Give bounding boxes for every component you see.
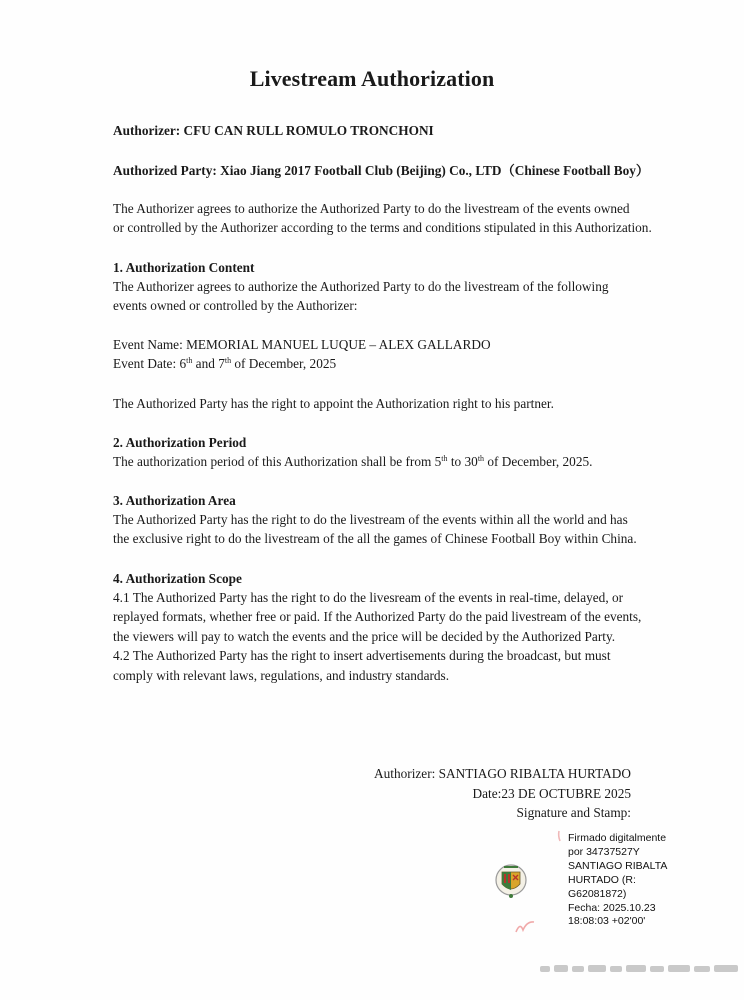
event-date-sup-1: th [186, 356, 193, 365]
section2-heading: 2. Authorization Period [113, 435, 247, 450]
section2-body [113, 452, 638, 472]
section4-line-2: replayed formats, whether free or paid. If the Authorized Party do the paid livestream of the events, [113, 609, 642, 624]
section3-body-line-2: the exclusive right to do the livestream of the all the games of Chinese Football Boy within China. [113, 531, 637, 546]
digital-signature-line: 18:08:03 +02'00' [568, 915, 646, 928]
event-date-prefix: Event Date: 6 [113, 356, 187, 371]
period-sup-2: th [477, 454, 485, 463]
signature-authorizer: Authorizer: SANTIAGO RIBALTA HURTADO [374, 766, 631, 781]
section1-body-line-1: The Authorizer agrees to authorize the Authorized Party to do the livestream of the following [113, 279, 609, 294]
event-date-mid: and 7 [192, 356, 225, 371]
authorized-party-line: Authorized Party: Xiao Jiang 2017 Football Club (Beijing) Co., LTD（Chinese Football Boy） [113, 163, 650, 178]
event-name: Event Name: MEMORIAL MANUEL LUQUE – ALEX GALLARDO [113, 337, 491, 352]
period-sup-1: th [441, 454, 448, 463]
section1-heading: 1. Authorization Content [113, 260, 255, 275]
section4-heading: 4. Authorization Scope [113, 571, 242, 586]
club-crest-icon [494, 862, 528, 902]
digital-signature-line: SANTIAGO RIBALTA [568, 859, 668, 872]
partner-note: The Authorized Party has the right to appoint the Authorization right to his partner. [113, 396, 554, 411]
period-prefix: The authorization period of this Authorization shall be from 5 [113, 454, 442, 469]
period-suffix: of December, 2025. [484, 454, 593, 469]
digital-signature-line: Fecha: 2025.10.23 [568, 901, 656, 914]
section1-body-line-2: events owned or controlled by the Authorizer: [113, 298, 358, 313]
digital-signature-line: G62081872) [568, 887, 627, 900]
section4-line-1: 4.1 The Authorized Party has the right to do the livesream of the events in real-time, delayed, or [113, 590, 624, 605]
digital-signature-line: HURTADO (R: [568, 873, 636, 886]
blurred-watermark [538, 962, 744, 976]
section3-body-line-1: The Authorized Party has the right to do the livestream of the events within all the world and has [113, 512, 628, 527]
section3-heading: 3. Authorization Area [113, 493, 236, 508]
signature-date: Date:23 DE OCTUBRE 2025 [472, 786, 631, 801]
intro-line-2: or controlled by the Authorizer according to the terms and conditions stipulated in this Authorization. [113, 220, 652, 235]
signature-label: Signature and Stamp: [516, 805, 631, 820]
digital-signature-line: por 34737527Y [568, 845, 640, 858]
pen-mark [514, 918, 536, 934]
period-mid: to 30 [447, 454, 478, 469]
section4-line-3: the viewers will pay to watch the events and the price will be decided by the Authorized Party. [113, 629, 616, 644]
document-title: Livestream Authorization [249, 66, 495, 91]
event-date-suffix: of December, 2025 [231, 356, 337, 371]
section4-line-4: 4.2 The Authorized Party has the right to insert advertisements during the broadcast, but must [113, 648, 611, 663]
pen-mark-top [557, 830, 565, 842]
authorizer-line: Authorizer: CFU CAN RULL ROMULO TRONCHONI [113, 123, 434, 138]
event-date [113, 354, 638, 374]
intro-line-1: The Authorizer agrees to authorize the Authorized Party to do the livestream of the events owned [113, 201, 630, 216]
section4-line-5: comply with relevant laws, regulations, and industry standards. [113, 668, 450, 683]
digital-signature-line: Firmado digitalmente [568, 832, 667, 844]
digital-signature [568, 832, 718, 929]
event-date-sup-2: th [224, 356, 232, 365]
